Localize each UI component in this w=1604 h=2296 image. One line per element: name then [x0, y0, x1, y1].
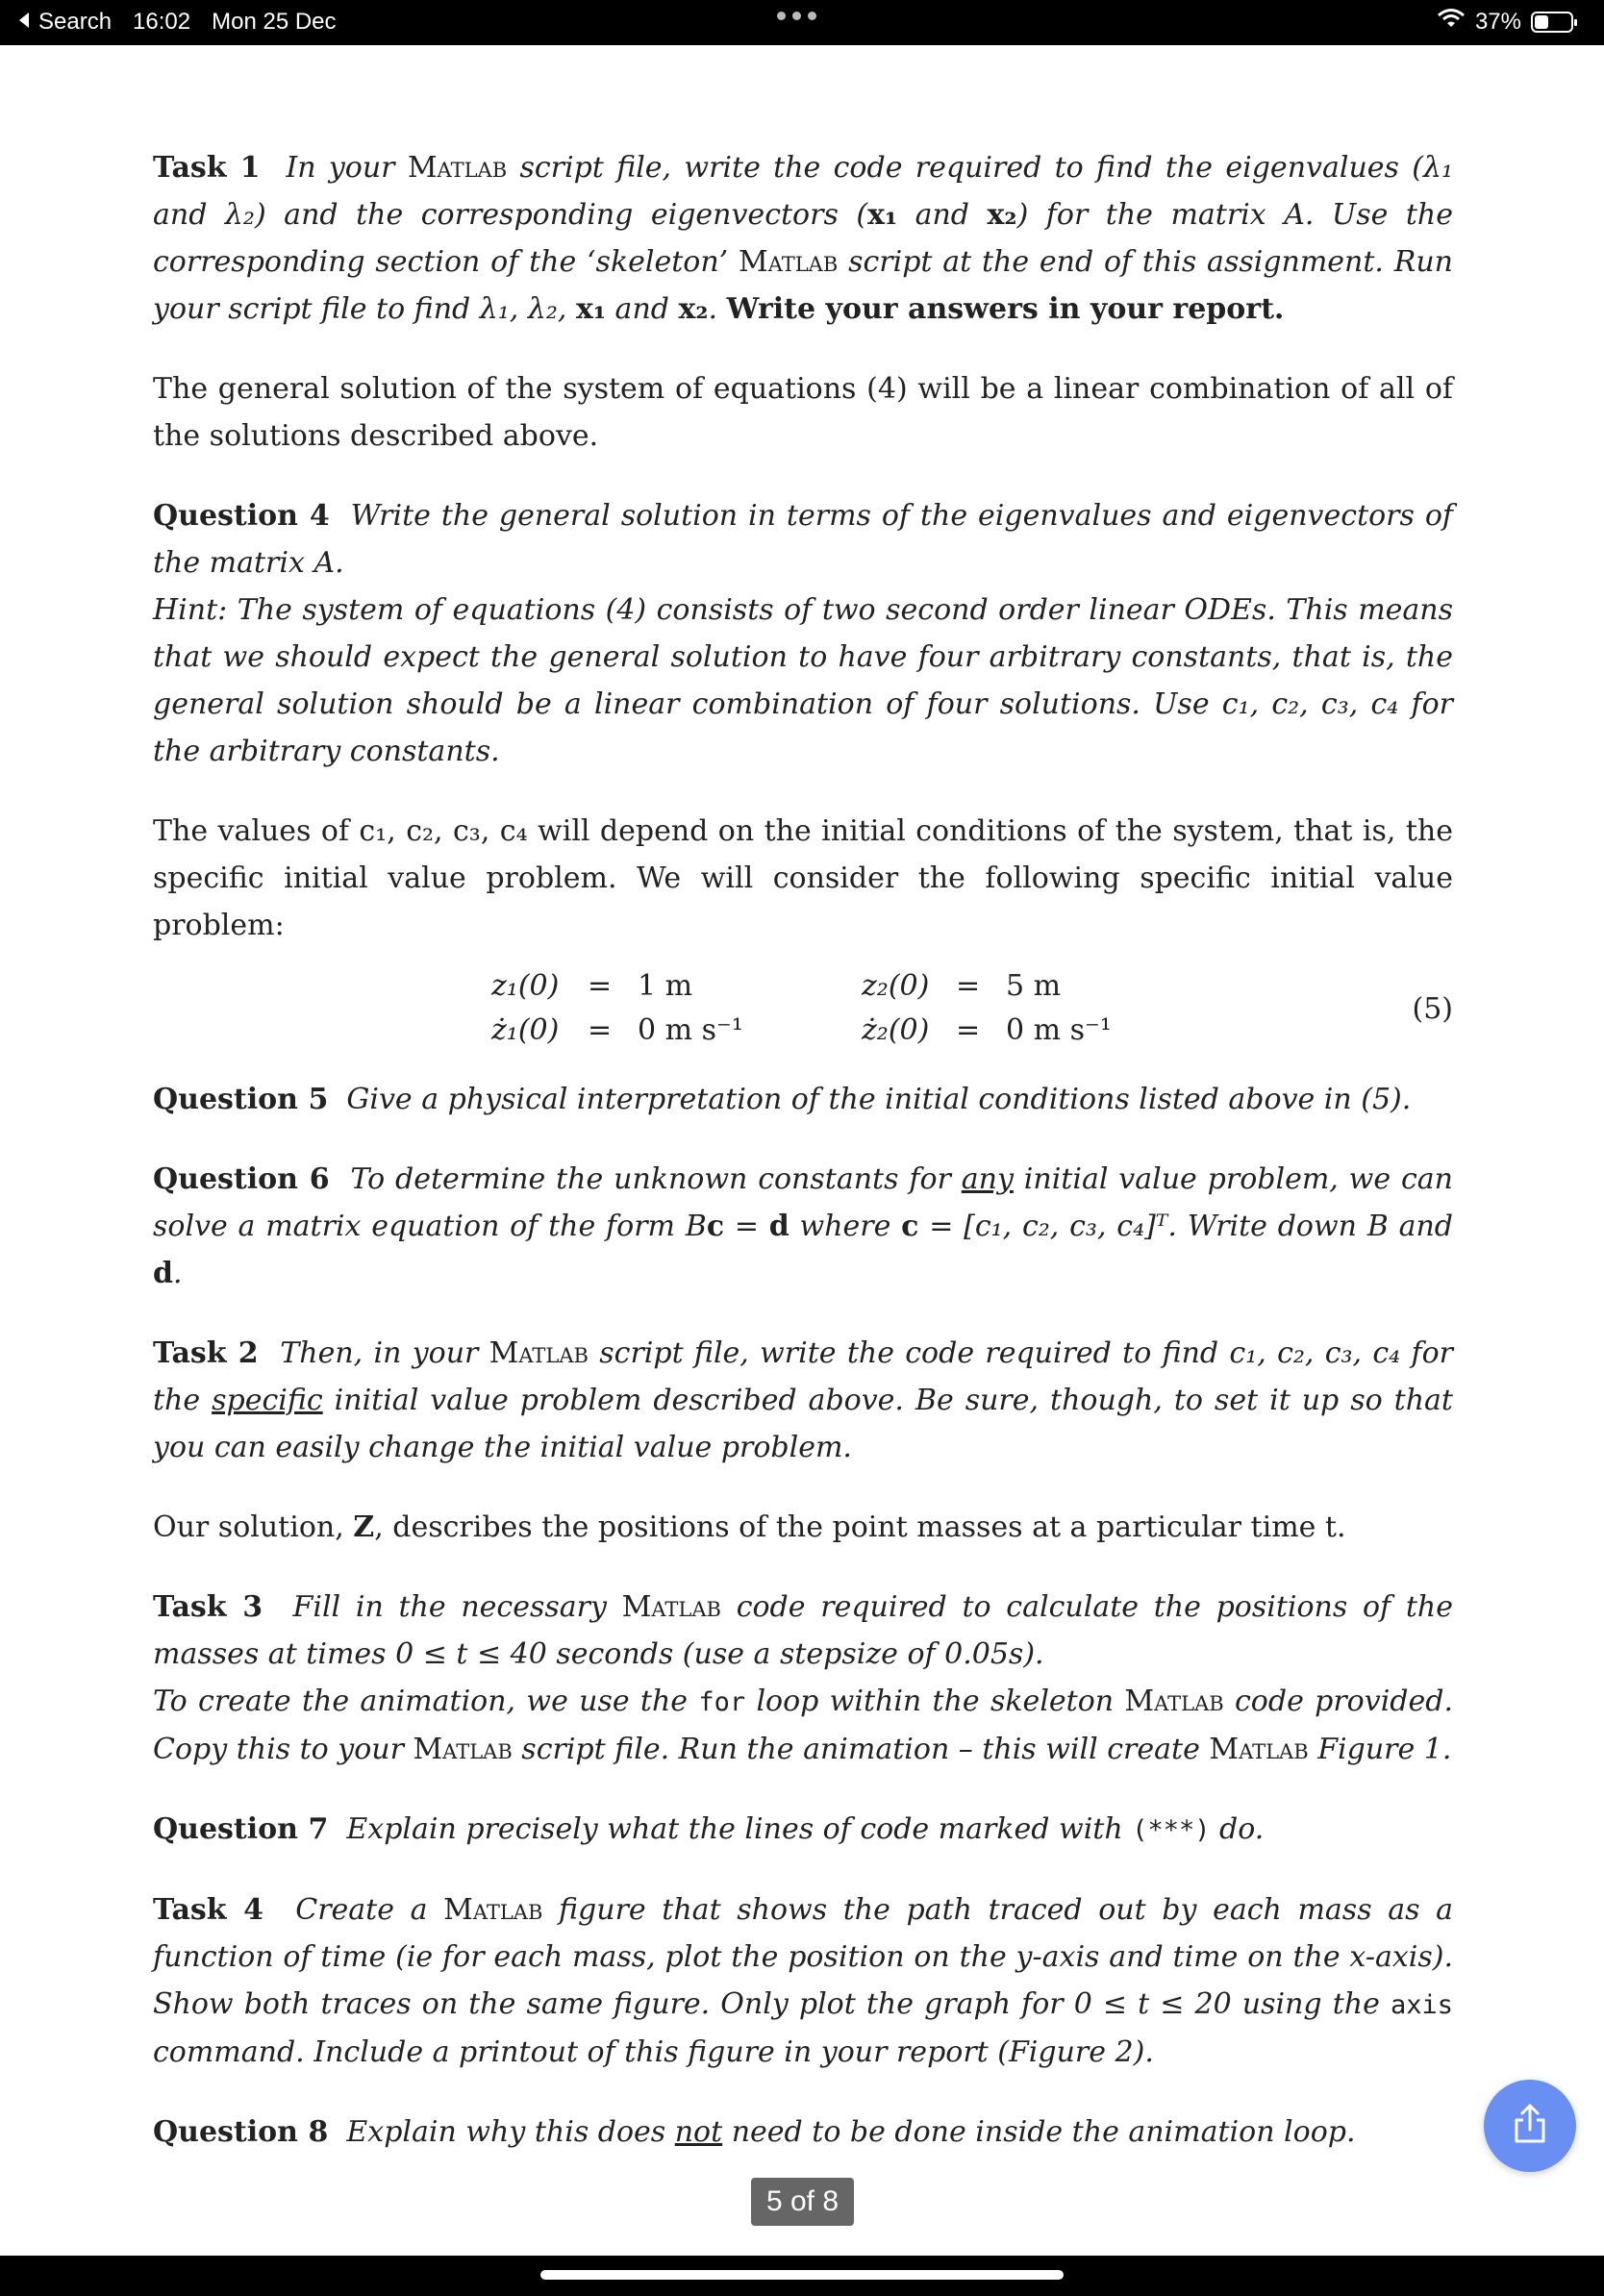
- question-6: Question 6 To determine the unknown constants for any initial value problem, we can solve a matrix equation of the form Bc = d where c = [c₁, c₂, c₃, c₄]ᵀ. Write down B and d.: [153, 1162, 1453, 1290]
- task-2-label: Task 2: [153, 1336, 259, 1370]
- question-4-hint: Hint: The system of equations (4) consists of two second order linear ODEs. This means that we should expect the general solution to have four arbitrary constants, that is, the general solution should be a linear combination of four solutions. Use c₁, c₂, c₃, c₄ for the arbitrary constants.: [153, 593, 1453, 768]
- wifi-icon: [1437, 8, 1466, 36]
- question-6-label: Question 6: [153, 1162, 330, 1196]
- home-indicator[interactable]: [540, 2270, 1064, 2280]
- share-icon: [1511, 2103, 1549, 2150]
- initial-values-paragraph: The values of c₁, c₂, c₃, c₄ will depend on the initial conditions of the system, that is, the specific initial value problem. We will consider the following specific initial value problem:: [153, 814, 1453, 942]
- task-4: Task 4 Create a Matlab figure that shows the path traced out by each mass as a function of time (ie for each mass, plot the position on the y-axis and time on the x-axis). Show both traces on the same figure. Only plot the graph for 0 ≤ t ≤ 20 using the axis command. Include a printout of this figure in your report (Figure 2).: [153, 1893, 1453, 2069]
- share-button[interactable]: [1484, 2080, 1576, 2172]
- question-8-label: Question 8: [153, 2115, 329, 2149]
- document-page: [153, 144, 1453, 2188]
- task-1: Task 1 In your Matlab script file, write the code required to find the eigenvalues (λ₁ and λ₂) and the corresponding eigenvectors (x₁ and x₂) for the matrix A. Use the corresponding section of the ‘skeleton’ Matlab script at the end of this assignment. Run your script file to find λ₁, λ₂, x₁ and x₂. Write your answers in your report.: [153, 151, 1453, 326]
- initial-conditions-equations: z₁(0) = 1 m z₂(0) = 5 m ż₁(0) = 0 m s⁻¹ ż₂(0) = 0 m s⁻¹ (5): [491, 969, 1453, 1047]
- status-bar: [0, 0, 1604, 45]
- back-arrow-icon: [17, 9, 31, 36]
- question-7: Question 7 Explain precisely what the lines of code marked with (***) do.: [153, 1812, 1265, 1846]
- page-indicator: 5 of 8: [751, 2178, 854, 2226]
- back-to-search-button[interactable]: [17, 9, 112, 36]
- status-time: 16:02: [133, 9, 191, 35]
- solution-paragraph: Our solution, Z, describes the positions of the point masses at a particular time t.: [153, 1510, 1346, 1544]
- back-label: Search: [38, 9, 113, 35]
- bottom-bar: [0, 2256, 1604, 2296]
- question-4: Question 4 Write the general solution in terms of the eigenvalues and eigenvectors of the matrix A. Hint: The system of equations (4) consists of two second order linear ODEs. This means that we should expect the general solution to have four arbitrary constants, that is, the general solution should be a linear combination of four solutions. Use c₁, c₂, c₃, c₄ for the arbitrary constants.: [153, 492, 1453, 775]
- multitasking-dots-icon[interactable]: [777, 12, 816, 20]
- question-5-label: Question 5: [153, 1083, 329, 1116]
- battery-icon: [1531, 12, 1573, 33]
- task-3: Task 3 Fill in the necessary Matlab code required to calculate the positions of the masses at times 0 ≤ t ≤ 40 seconds (use a stepsize of 0.05s). To create the animation, we use the for loop within the skeleton Matlab code provided. Copy this to your Matlab script file. Run the animation – this will create Matlab Figure 1.: [153, 1590, 1453, 1766]
- task-1-label: Task 1: [153, 151, 261, 185]
- question-5: Question 5 Give a physical interpretation of the initial conditions listed above in (5).: [153, 1083, 1412, 1116]
- task-4-label: Task 4: [153, 1893, 263, 1927]
- question-7-label: Question 7: [153, 1812, 329, 1846]
- equation-number: (5): [1412, 992, 1453, 1026]
- task-3-label: Task 3: [153, 1590, 263, 1624]
- question-8: Question 8 Explain why this does not need to be done inside the animation loop.: [153, 2115, 1356, 2149]
- question-4-label: Question 4: [153, 499, 330, 533]
- status-date: Mon 25 Dec: [212, 9, 337, 35]
- general-solution-paragraph: The general solution of the system of equations (4) will be a linear combination of all of the solutions described above.: [153, 372, 1453, 453]
- battery-percent: 37%: [1474, 8, 1521, 35]
- task-2: Task 2 Then, in your Matlab script file, write the code required to find c₁, c₂, c₃, c₄ for the specific initial value problem described above. Be sure, though, to set it up so that you can easily change the initial value problem.: [153, 1336, 1454, 1464]
